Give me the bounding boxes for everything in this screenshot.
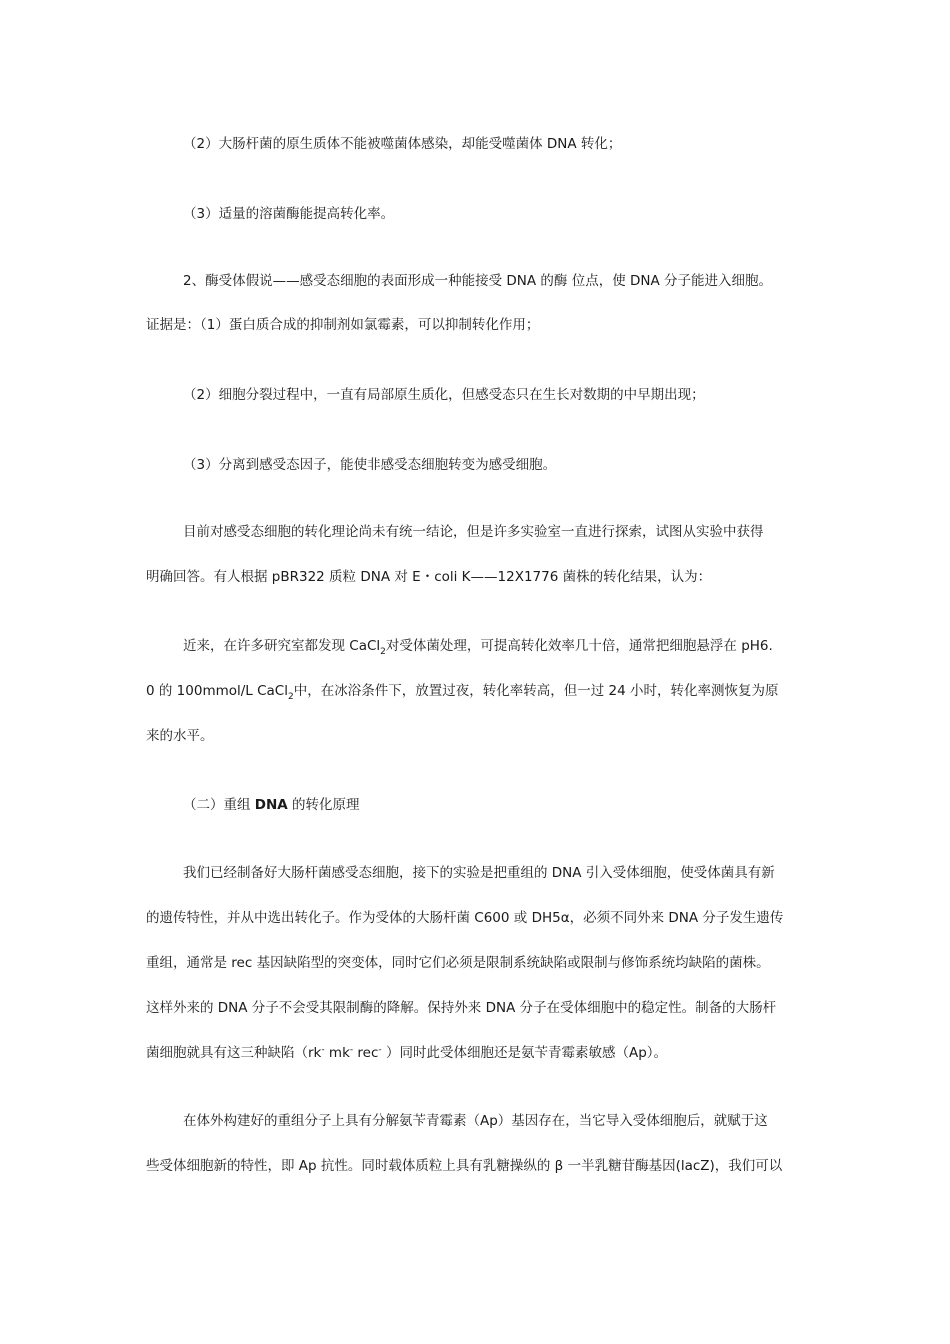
paragraph-line: （3）分离到感受态因子，能使非感受态细胞转变为感受细胞。 <box>183 457 557 473</box>
text-run: mk <box>324 1045 350 1061</box>
paragraph-line: 这样外来的 DNA 分子不会受其限制酶的降解。保持外来 DNA 分子在受体细胞中的稳定性。制备的大肠杆 <box>146 1000 777 1016</box>
text-run: 0 的 100mmol/L CaCl <box>146 683 288 699</box>
subscript: 2 <box>288 692 294 702</box>
text-run: ）同时此受体细胞还是氨苄青霉素敏感（Ap）。 <box>381 1045 668 1061</box>
paragraph-line: （2）大肠杆菌的原生质体不能被噬菌体感染，却能受噬菌体 DNA 转化； <box>183 136 622 152</box>
paragraph-line: 我们已经制备好大肠杆菌感受态细胞，接下的实验是把重组的 DNA 引入受体细胞，使受体菌具有新 <box>183 865 775 881</box>
text-run: 菌细胞就具有这三种缺陷（rk <box>146 1045 322 1061</box>
paragraph-line <box>183 636 773 656</box>
paragraph-line <box>146 1043 667 1063</box>
subscript: 2 <box>380 647 386 657</box>
heading-prefix: （二）重组 <box>183 797 255 813</box>
paragraph-line: 来的水平。 <box>146 728 214 744</box>
paragraph-line: （2）细胞分裂过程中，一直有局部原生质化，但感受态只在生长对数期的中早期出现； <box>183 387 705 403</box>
section-heading <box>183 795 360 815</box>
superscript: - <box>321 1045 325 1055</box>
heading-suffix: 的转化原理 <box>287 797 360 813</box>
superscript: - <box>378 1045 382 1055</box>
paragraph-line: 些受体细胞新的特性，即 Ap 抗性。同时载体质粒上具有乳糖操纵的 β 一半乳糖苷酶基因(lacZ)，我们可以 <box>146 1158 783 1174</box>
paragraph-line: 明确回答。有人根据 pBR322 质粒 DNA 对 E・coli K——12X1776 菌株的转化结果，认为： <box>146 569 712 585</box>
text-run: 对受体菌处理，可提高转化效率几十倍，通常把细胞悬浮在 pH6. <box>385 638 773 654</box>
paragraph-line: 重组，通常是 rec 基因缺陷型的突变体，同时它们必须是限制系统缺陷或限制与修饰系统均缺陷的菌株。 <box>146 955 770 971</box>
paragraph-line: 在体外构建好的重组分子上具有分解氨苄青霉素（Ap）基因存在，当它导入受体细胞后，就赋于这 <box>183 1113 768 1129</box>
paragraph-line: （3）适量的溶菌酶能提高转化率。 <box>183 206 395 222</box>
paragraph-line: 的遗传特性，并从中选出转化子。作为受体的大肠杆菌 C600 或 DH5α，必须不同外来 DNA 分子发生遗传 <box>146 910 784 926</box>
paragraph-line: 证据是：（1）蛋白质合成的抑制剂如氯霉素，可以抑制转化作用； <box>146 317 540 333</box>
paragraph-line: 目前对感受态细胞的转化理论尚未有统一结论，但是许多实验室一直进行探索，试图从实验中获得 <box>183 524 764 540</box>
paragraph-line <box>146 681 779 701</box>
text-run: 中，在冰浴条件下，放置过夜，转化率转高，但一过 24 小时，转化率测恢复为原 <box>293 683 779 699</box>
heading-bold: DNA <box>254 797 288 813</box>
paragraph-line: 2、酶受体假说——感受态细胞的表面形成一种能接受 DNA 的酶 位点，使 DNA 分子能进入细胞。 <box>183 273 773 289</box>
superscript: - <box>349 1045 354 1055</box>
text-run: rec <box>353 1045 379 1061</box>
text-run: 近来，在许多研究室都发现 CaCl <box>183 638 381 654</box>
